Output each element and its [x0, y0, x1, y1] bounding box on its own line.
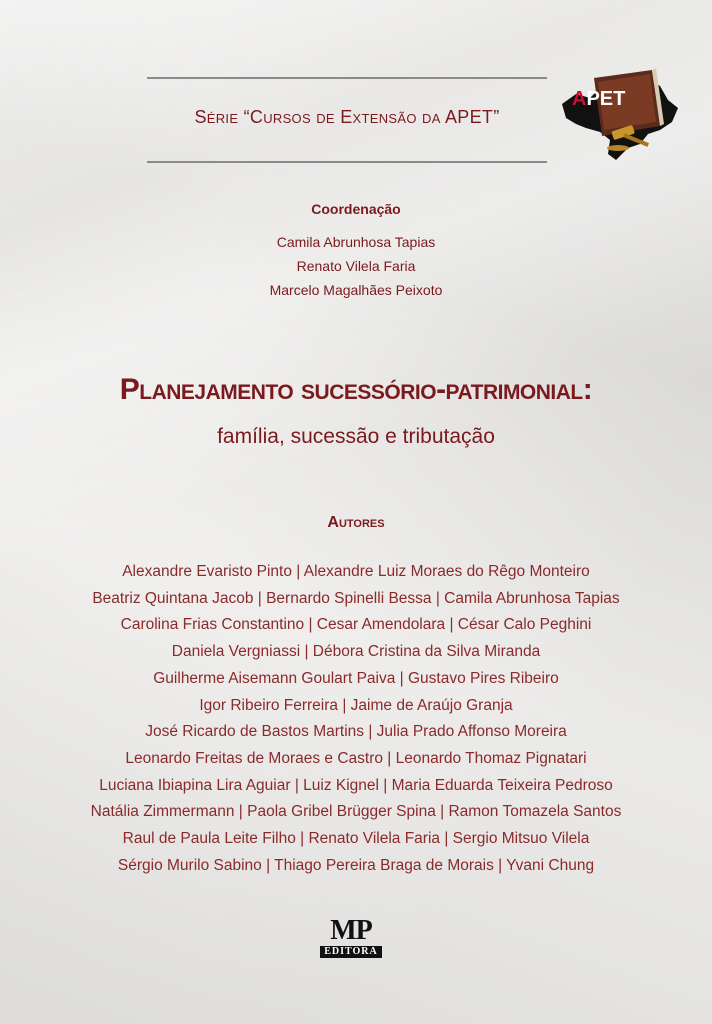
author-line: Igor Ribeiro Ferreira | Jaime de Araújo Granja [199, 696, 513, 714]
author-line: Beatriz Quintana Jacob | Bernardo Spinelli Bessa | Camila Abrunhosa Tapias [92, 589, 620, 607]
author-line: Alexandre Evaristo Pinto | Alexandre Luiz Moraes do Rêgo Monteiro [122, 563, 590, 580]
coordinator-name: Camila Abrunhosa Tapias [276, 234, 436, 250]
book-subtitle: família, sucessão e tributação [217, 425, 495, 448]
author-line: Leonardo Freitas de Moraes e Castro | Leonardo Thomaz Pignatari [125, 749, 587, 767]
author-line: Sérgio Murilo Sabino | Thiago Pereira Braga de Morais | Yvani Chung [117, 856, 595, 874]
coordinator-name: Renato Vilela Faria [296, 258, 416, 274]
coordination-list [0, 230, 712, 302]
svg-text:APET: APET [572, 88, 626, 110]
author-line: Carolina Frias Constantino | Cesar Amendolara | César Calo Peghini [120, 616, 592, 634]
author-line: Luciana Ibiapina Lira Aguiar | Luiz Kignel | Maria Eduarda Teixeira Pedroso [99, 776, 613, 794]
authors-heading: Autores [327, 514, 385, 531]
book-title: Planejamento sucessório-patrimonial: [119, 373, 593, 406]
author-line: Daniela Vergniassi | Débora Cristina da Silva Miranda [171, 643, 541, 661]
coordination-heading: Coordenação [311, 201, 401, 217]
series-title: Série “Cursos de Extensão da APET” [194, 107, 500, 127]
publisher-logo [315, 917, 387, 963]
author-line: Natália Zimmermann | Paola Gribel Brügger Spina | Ramon Tomazela Santos [90, 803, 622, 821]
publisher-name: EDITORA [320, 946, 382, 958]
author-line: Guilherme Aisemann Goulart Paiva | Gustavo Pires Ribeiro [153, 669, 559, 687]
publisher-mark: MP [330, 915, 372, 946]
top-rule [147, 77, 547, 79]
apet-logo [556, 64, 684, 164]
bottom-rule [147, 161, 547, 163]
author-line: José Ricardo de Bastos Martins | Julia Prado Affonso Moreira [145, 723, 567, 741]
coordinator-name: Marcelo Magalhães Peixoto [269, 282, 443, 298]
authors-list [0, 559, 712, 879]
author-line: Raul de Paula Leite Filho | Renato Vilela Faria | Sergio Mitsuo Vilela [122, 830, 590, 848]
